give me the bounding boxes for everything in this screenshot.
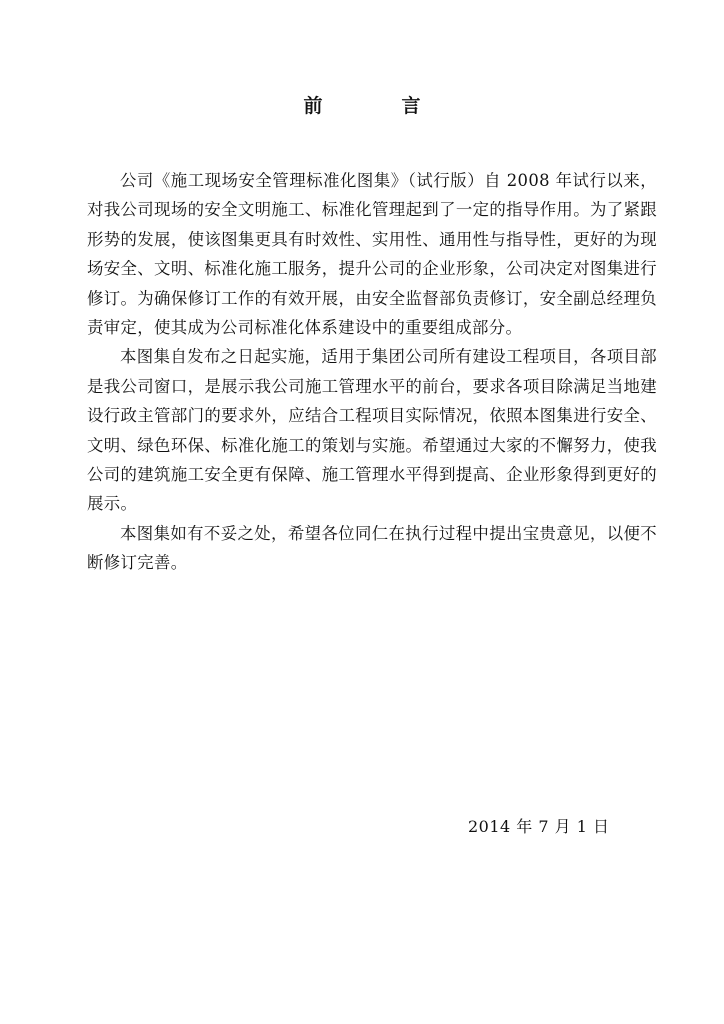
- paragraph-2: 本图集自发布之日起实施，适用于集团公司所有建设工程项目，各项目部是我公司窗口，是展示我公司施工管理水平的前台，要求各项目除满足当地建设行政主管部门的要求外，应结合工程项目实际情况，依照本图集进行安全、文明、绿色环保、标准化施工的策划与实施。希望通过大家的不懈努力，使我公司的建筑施工安全更有保障、施工管理水平得到提高、企业形象得到更好的展示。: [87, 347, 657, 514]
- paragraph-1: 公司《施工现场安全管理标准化图集》（试行版）自 2008 年试行以来，对我公司现场的安全文明施工、标准化管理起到了一定的指导作用。为了紧跟形势的发展，使该图集更具有时效性、实用性、通用性与指导性，更好的为现场安全、文明、标准化施工服务，提升公司的企业形象，公司决定对图集进行修订。为确保修订工作的有效开展，由安全监督部负责修订，安全副总经理负责审定，使其成为公司标准化体系建设中的重要组成部分。: [87, 171, 657, 338]
- document-body: [87, 166, 657, 578]
- page-title: 前 言: [303, 95, 451, 117]
- document-date: 2014 年 7 月 1 日: [468, 817, 610, 836]
- paragraph-3: 本图集如有不妥之处，希望各位同仁在执行过程中提出宝贵意见，以便不断修订完善。: [87, 523, 657, 573]
